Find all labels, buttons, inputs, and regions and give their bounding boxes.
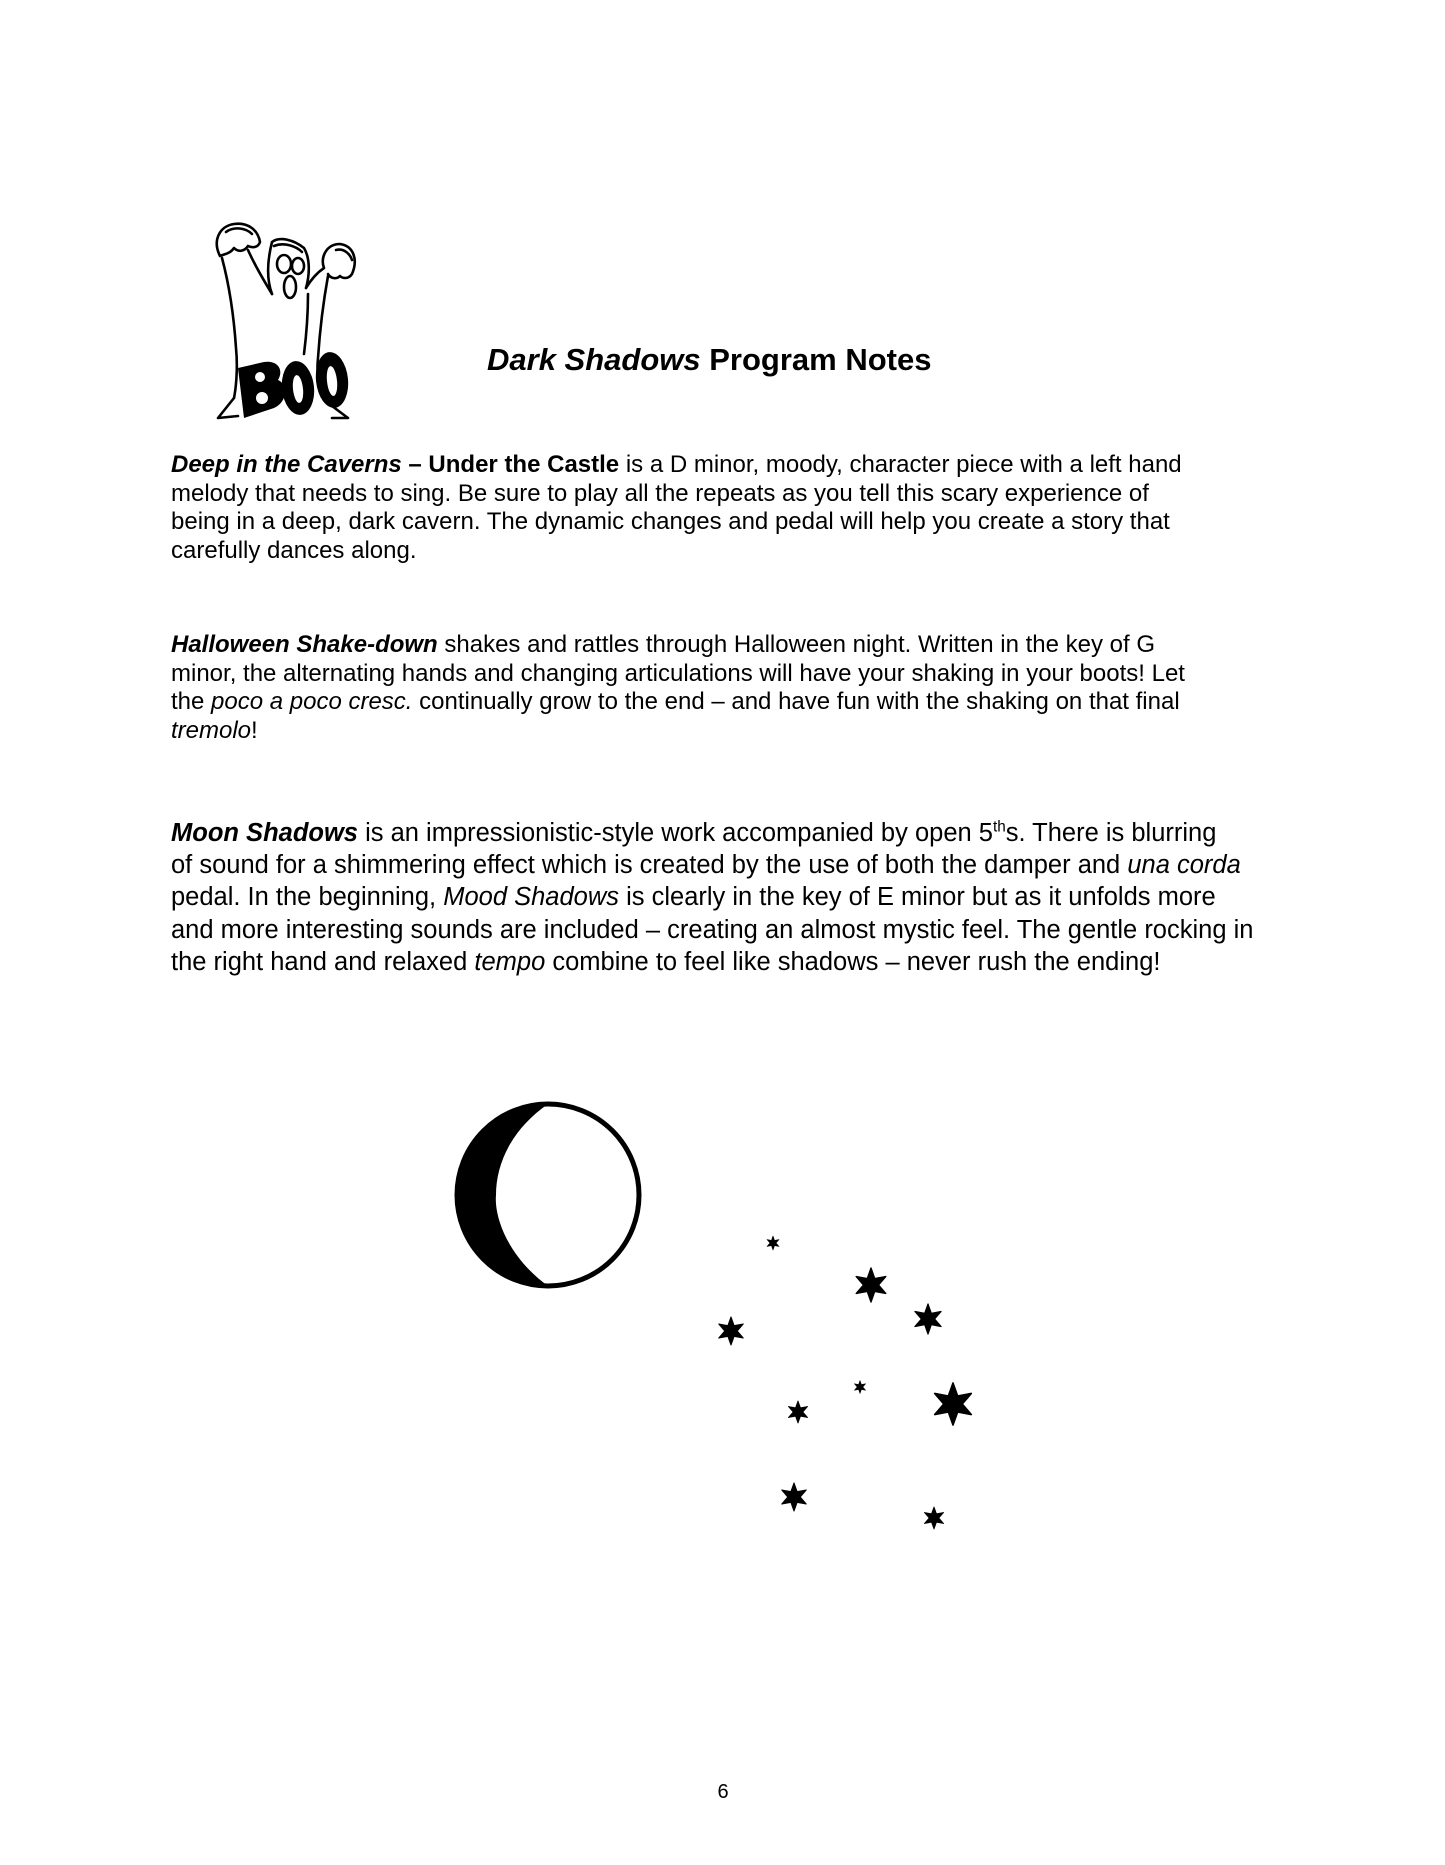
page-title <box>487 340 931 380</box>
text-line: Moon Shadows is an impressionistic-style work accompanied by open 5ths. There is blurring <box>171 818 1217 847</box>
star-icon <box>915 1304 941 1334</box>
text-line: and more interesting sounds are included – creating an almost mystic feel. The gentle rocking in <box>171 915 1254 944</box>
piece-title: Moon Shadows <box>171 819 358 847</box>
musical-term: una corda <box>1127 851 1241 880</box>
star-icon <box>856 1268 886 1302</box>
program-note-deep-in-the-caverns <box>171 451 1281 565</box>
text-line: Halloween Shake-down shakes and rattles through Halloween night. Written in the key of G <box>171 631 1155 658</box>
star-icon <box>935 1383 972 1425</box>
piece-subtitle: – Under the Castle <box>401 451 620 478</box>
musical-term: poco a poco cresc. <box>211 688 413 715</box>
star-icon <box>924 1507 943 1529</box>
star-icon <box>788 1401 807 1423</box>
star-icon <box>854 1381 865 1394</box>
text-line: the right hand and relaxed tempo combine to feel like shadows – never rush the ending! <box>171 947 1161 976</box>
piece-title-reference: Mood Shadows <box>443 883 620 912</box>
ordinal-superscript: th <box>992 818 1006 836</box>
piece-title: Deep in the Caverns <box>171 451 402 478</box>
musical-term: tempo <box>474 947 546 976</box>
program-note-halloween-shake-down <box>171 631 1281 745</box>
text-line: being in a deep, dark cavern. The dynamic changes and pedal will help you create a story that <box>171 508 1170 535</box>
title-italic: Dark Shadows <box>487 342 701 377</box>
star-icon <box>767 1236 779 1250</box>
text-line: Deep in the Caverns – Under the Castle is a D minor, moody, character piece with a left hand <box>171 451 1182 478</box>
text-line: carefully dances along. <box>171 536 417 564</box>
musical-term: tremolo <box>171 716 252 744</box>
text-line: pedal. In the beginning, Mood Shadows is clearly in the key of E minor but as it unfolds more <box>171 883 1216 912</box>
text-line: of sound for a shimmering effect which is created by the use of both the damper and una corda <box>171 851 1241 880</box>
title-rest: Program Notes <box>700 342 932 377</box>
page-number: 6 <box>717 1781 729 1803</box>
crescent-moon-icon <box>450 1097 646 1293</box>
piece-title: Halloween Shake-down <box>171 631 438 658</box>
stars-cluster <box>700 1220 1000 1550</box>
star-icon <box>782 1483 806 1511</box>
text-line: melody that needs to sing. Be sure to play all the repeats as you tell this scary experience of <box>171 479 1149 507</box>
ghost-boo-icon <box>208 218 360 423</box>
star-icon <box>719 1317 743 1345</box>
text-line: tremolo! <box>171 716 258 744</box>
text-line: minor, the alternating hands and changing articulations will have your shaking in your boots! Let <box>171 659 1185 687</box>
program-note-moon-shadows <box>171 817 1281 978</box>
text-line: the poco a poco cresc. continually grow to the end – and have fun with the shaking on that final <box>171 688 1180 715</box>
